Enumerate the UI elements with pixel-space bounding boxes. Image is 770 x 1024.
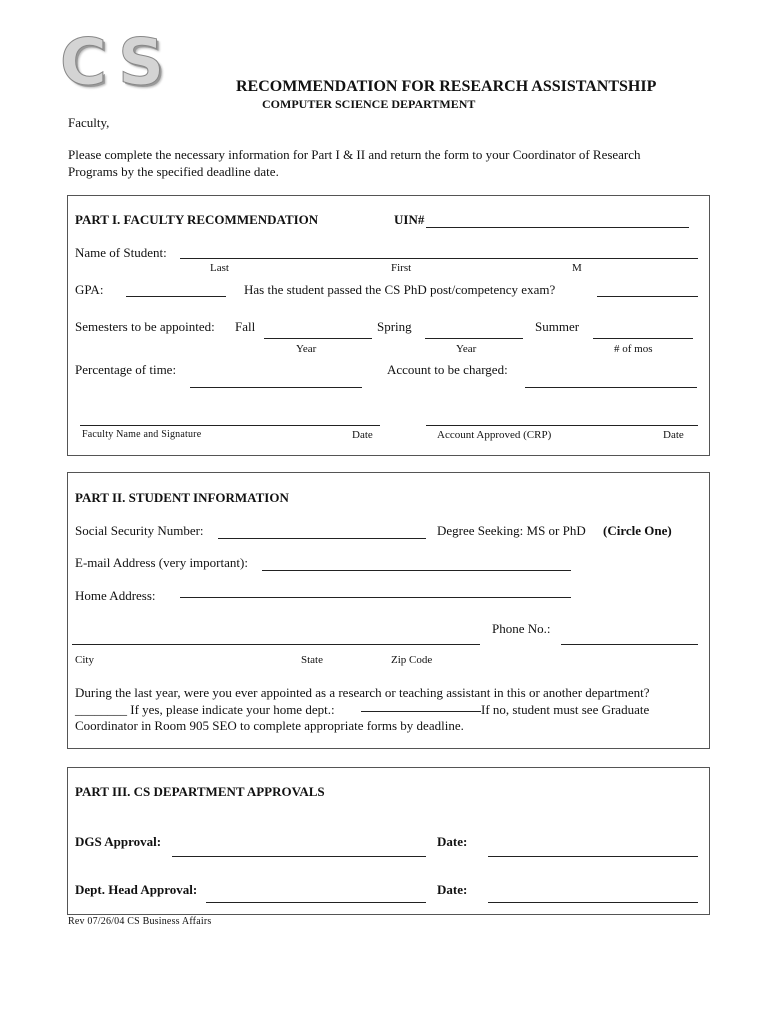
account-approved-caption: Account Approved (CRP) xyxy=(437,429,552,441)
email-label: E-mail Address (very important): xyxy=(75,555,248,570)
dept-head-approval-label: Dept. Head Approval: xyxy=(75,882,198,897)
fall-year-caption: Year xyxy=(296,343,317,355)
summer-label: Summer xyxy=(535,319,580,334)
dept-head-approval-field[interactable] xyxy=(206,902,426,903)
ssn-label: Social Security Number: xyxy=(75,523,204,538)
student-name-field[interactable] xyxy=(180,258,698,259)
intro-line-2: Programs by the specified deadline date. xyxy=(68,164,279,179)
circle-one-note: (Circle One) xyxy=(603,523,672,538)
revision-footer: Rev 07/26/04 CS Business Affairs xyxy=(68,916,212,927)
part1-title: PART I. FACULTY RECOMMENDATION xyxy=(75,212,319,227)
ssn-field[interactable] xyxy=(218,538,426,539)
approval-date-caption: Date xyxy=(663,429,684,441)
uin-label: UIN# xyxy=(394,212,425,227)
state-caption: State xyxy=(301,654,323,666)
account-approved-field[interactable] xyxy=(426,425,698,426)
graduate-coordinator-note: If no, student must see Graduate xyxy=(481,702,650,717)
cs-logo: CS xyxy=(60,26,175,100)
gpa-label: GPA: xyxy=(75,282,104,297)
degree-label[interactable]: Degree Seeking: MS or PhD xyxy=(437,523,586,538)
dgs-approval-label: DGS Approval: xyxy=(75,834,162,849)
faculty-signature-field[interactable] xyxy=(80,425,380,426)
dept-head-date-field[interactable] xyxy=(488,902,698,903)
exam-question: Has the student passed the CS PhD post/competency exam? xyxy=(244,282,556,297)
salutation: Faculty, xyxy=(68,115,110,130)
fall-label: Fall xyxy=(235,319,256,334)
home-address-label: Home Address: xyxy=(75,588,156,603)
dept-head-date-label: Date: xyxy=(437,882,468,897)
summer-months-field[interactable] xyxy=(593,338,693,339)
middle-initial-caption: M xyxy=(572,262,582,274)
coordinator-room-note: Coordinator in Room 905 SEO to complete appropriate forms by deadline. xyxy=(75,718,464,733)
faculty-date-caption: Date xyxy=(352,429,373,441)
phone-label: Phone No.: xyxy=(492,621,551,636)
uin-field[interactable] xyxy=(426,227,689,228)
dgs-date-field[interactable] xyxy=(488,856,698,857)
email-field[interactable] xyxy=(262,570,571,571)
spring-year-caption: Year xyxy=(456,343,477,355)
spring-year-field[interactable] xyxy=(425,338,523,339)
dgs-approval-field[interactable] xyxy=(172,856,426,857)
city-caption: City xyxy=(75,654,94,666)
city-state-zip-field[interactable] xyxy=(72,644,480,645)
exam-answer-field[interactable] xyxy=(597,296,698,297)
faculty-signature-caption: Faculty Name and Signature xyxy=(82,429,202,440)
gpa-field[interactable] xyxy=(126,296,226,297)
part2-title: PART II. STUDENT INFORMATION xyxy=(75,490,289,505)
home-dept-field[interactable] xyxy=(361,711,481,712)
semesters-label: Semesters to be appointed: xyxy=(75,319,215,334)
fall-year-field[interactable] xyxy=(264,338,372,339)
home-address-field[interactable] xyxy=(180,597,571,598)
last-name-caption: Last xyxy=(210,262,229,274)
zip-caption: Zip Code xyxy=(391,654,433,666)
prior-appointment-question: During the last year, were you ever appointed as a research or teaching assistant in this or another department? xyxy=(75,685,650,700)
summer-months-caption: # of mos xyxy=(614,343,653,355)
spring-label: Spring xyxy=(377,319,412,334)
intro-line-1: Please complete the necessary information for Part I & II and return the form to your Coordinator of Research xyxy=(68,147,641,162)
account-field[interactable] xyxy=(525,387,697,388)
phone-field[interactable] xyxy=(561,644,698,645)
student-name-label: Name of Student: xyxy=(75,245,167,260)
percentage-label: Percentage of time: xyxy=(75,362,177,377)
dgs-date-label: Date: xyxy=(437,834,468,849)
percentage-field[interactable] xyxy=(190,387,362,388)
home-dept-prompt: ________ If yes, please indicate your home dept.: xyxy=(75,702,335,717)
part3-title: PART III. CS DEPARTMENT APPROVALS xyxy=(75,784,325,799)
form-title: RECOMMENDATION FOR RESEARCH ASSISTANTSHIP xyxy=(236,78,657,95)
account-label: Account to be charged: xyxy=(387,362,508,377)
first-name-caption: First xyxy=(391,262,412,274)
department-subtitle: COMPUTER SCIENCE DEPARTMENT xyxy=(262,97,476,111)
